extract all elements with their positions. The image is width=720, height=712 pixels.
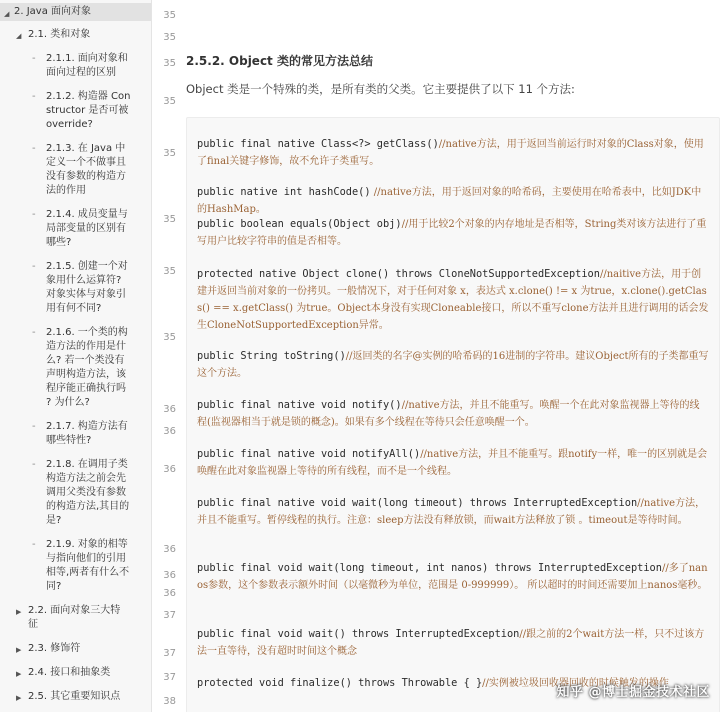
page-number: 36 — [163, 426, 176, 437]
code-signature: public final native void wait(long timeout) throws InterruptedException — [197, 497, 638, 509]
page-number: 36 — [163, 570, 176, 581]
code-signature: protected void finalize() throws Throwable { } — [197, 677, 483, 689]
code-signature: public final native void notify() — [197, 399, 402, 411]
toc-label: 2. Java 面向对象 — [14, 6, 92, 17]
dash-icon: - — [32, 143, 36, 154]
code-clone — [197, 266, 709, 334]
intro-paragraph: Object 类是一个特殊的类，是所有类的父类。它主要提供了以下 11 个方法: — [186, 82, 575, 96]
toc-sidebar: ◢ 2. Java 面向对象 ◢ 2.1. 类和对象 - 2.1.1. 面向对象和 面向过程的区别 - 2.1.2. 构造器 Con structor 是否可被 override? - 2.1.3. 在 Java 中 定义一个不做事且 没有参数的构造方 法的作用 - 2.1.4. 成员变量与 局部变量的区别有 哪些? - 2.1.5. 创建一个对 象用什么运算符? 对象实体与对象引 用有何不同? - 2.1.6. 一个类的构 造方法的作用是什 么? 若一个类没有 声明构造方法，该 程序能正确执行吗 ? 为什么? - 2.1.7. 构造方法有 哪些特性? - 2.1.8. 在调用子类 构造方法之前会先 调用父类没有参数 的构造方法,其目的 是? - 2.1.9. 对象的相等 与指向他们的引用 相等,两者有什么不 同? ▶ 2.2. 面向对象三大特 征 ▶ 2.3. 修饰符 ▶ 2.4. 接口和抽象类 ▶ 2.5. 其它重要知识点 — [0, 0, 152, 712]
code-signature: public String toString() — [197, 350, 346, 362]
code-wait-nanos — [197, 560, 709, 594]
code-signature: public native int hashCode() — [197, 186, 371, 198]
caret-right-icon[interactable]: ▶ — [16, 694, 22, 702]
code-comment: //返回类的名字@实例的哈希码的16进制的字符串。建议Object所有的子类都重写这个方法。 — [197, 351, 709, 379]
code-comment: //native方法，用于返回当前运行时对象的Class对象，使用了final关键字修饰，故不允许子类重写。 — [197, 139, 704, 167]
page-number-gutter — [152, 0, 182, 712]
code-signature: public boolean equals(Object obj) — [197, 218, 402, 230]
code-comment: //实例被垃圾回收器回收的时候触发的操作 — [482, 678, 669, 689]
dash-icon: - — [32, 421, 36, 432]
code-comment: //native方法，并且不能重写。暂停线程的执行。注意：sleep方法没有释放锁，而wait方法释放了锁 。timeout是等待时间。 — [197, 498, 706, 526]
page-number: 35 — [163, 96, 176, 107]
page-number: 38 — [163, 696, 176, 707]
code-signature: public final native Class<?> getClass() — [197, 138, 439, 150]
code-wait — [197, 626, 709, 660]
dash-icon: - — [32, 459, 36, 470]
code-comment: //native方法，用于返回对象的哈希码，主要使用在哈希表中，比如JDK中的HashMap。 — [197, 187, 702, 215]
code-comment: //naitive方法，用于创建并返回当前对象的一份拷贝。一般情况下，对于任何对象 x，表达式 x.clone() != x 为true，x.clone().getClass() == x.getClass() 为true。Object本身没有实现Cloneable接口，所以不重写clone方法并且进行调用的话会发生CloneNotSupportedException异常。 — [197, 269, 709, 331]
page-number: 36 — [163, 404, 176, 415]
watermark-text: 知乎 @博士掘金技术社区 — [556, 685, 710, 700]
code-block — [186, 117, 720, 712]
code-comment: //native方法，并且不能重写。唤醒一个在此对象监视器上等待的线程(监视器相当于就是锁的概念)。如果有多个线程在等待只会任意唤醒一个。 — [197, 400, 700, 428]
toc-item-java-oop[interactable] — [0, 3, 152, 21]
caret-right-icon[interactable]: ▶ — [16, 646, 22, 654]
page-number: 36 — [163, 464, 176, 475]
watermark — [556, 681, 710, 700]
dash-icon: - — [32, 327, 36, 338]
code-notify — [197, 397, 709, 431]
code-comment: //native方法，并且不能重写。跟notify一样，唯一的区别就是会唤醒在此对象监视器上等待的所有线程，而不是一个线程。 — [197, 449, 708, 477]
page-number: 36 — [163, 544, 176, 555]
code-wait-timeout — [197, 495, 709, 529]
code-signature: protected native Object clone() throws CloneNotSupportedException — [197, 268, 600, 280]
code-equals — [197, 216, 709, 250]
code-signature: public final native void notifyAll() — [197, 448, 421, 460]
page-number: 35 — [163, 266, 176, 277]
caret-right-icon[interactable]: ▶ — [16, 608, 22, 616]
caret-right-icon[interactable]: ▶ — [16, 670, 22, 678]
code-comment: //跟之前的2个wait方法一样，只不过该方法一直等待，没有超时时间这个概念 — [197, 629, 705, 657]
dash-icon: - — [32, 539, 36, 550]
page-number: 36 — [163, 588, 176, 599]
page-number: 37 — [163, 610, 176, 621]
code-comment: //用于比较2个对象的内存地址是否相等，String类对该方法进行了重写用户比较字符串的值是否相等。 — [197, 219, 707, 247]
page-number: 35 — [163, 58, 176, 69]
page-number: 37 — [163, 648, 176, 659]
page-number: 35 — [163, 10, 176, 21]
section-title: 2.5.2. Object 类的常见方法总结 — [186, 54, 373, 68]
page-number: 35 — [163, 148, 176, 159]
code-comment: //多了nanos参数，这个参数表示额外时间（以毫微秒为单位，范围是 0-999999）。 所以超时的时间还需要加上nanos毫秒。 — [197, 563, 708, 591]
code-signature: public final void wait(long timeout, int nanos) throws InterruptedException — [197, 562, 662, 574]
page-number: 35 — [163, 214, 176, 225]
dash-icon: - — [32, 261, 36, 272]
code-tostring — [197, 348, 709, 382]
page-number: 35 — [163, 332, 176, 343]
dash-icon: - — [32, 209, 36, 220]
code-signature: public final void wait() throws InterruptedException — [197, 628, 520, 640]
code-getclass — [197, 136, 709, 170]
caret-down-icon[interactable]: ◢ — [4, 10, 10, 18]
page-number: 35 — [163, 32, 176, 43]
document-content — [183, 0, 720, 712]
dash-icon: - — [32, 91, 36, 102]
caret-down-icon[interactable]: ◢ — [16, 32, 22, 40]
toc-label: 2.1. 类和对象 — [28, 29, 91, 40]
page-number: 37 — [163, 672, 176, 683]
code-notifyall — [197, 446, 709, 480]
code-hashcode — [197, 184, 709, 218]
dash-icon: - — [32, 53, 36, 64]
